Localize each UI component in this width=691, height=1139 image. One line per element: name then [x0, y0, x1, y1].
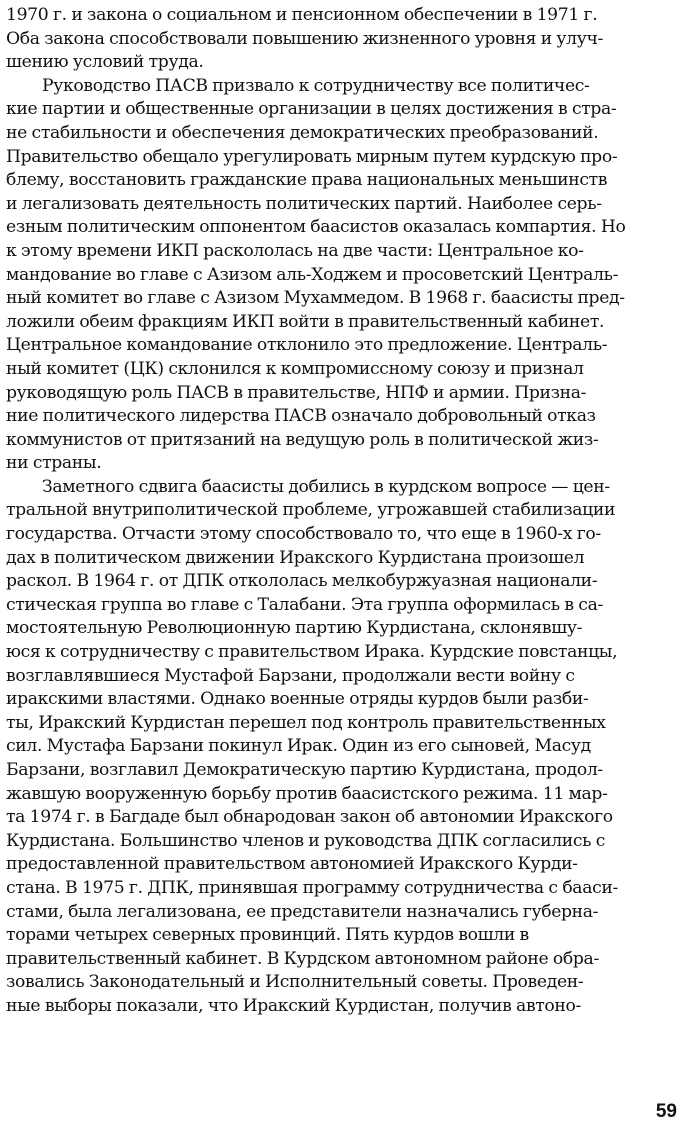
text-line: тральной внутриполитической проблеме, угрожавшей стабилизации [6, 500, 616, 521]
text-line: ный комитет во главе с Азизом Мухаммедом. В 1968 г. баасисты пред- [6, 288, 625, 309]
text-line: возглавлявшиеся Мустафой Барзани, продолжали вести войну с [6, 665, 575, 686]
text-line: правительственный кабинет. В Курдском автономном районе обра- [6, 948, 599, 969]
text-line: езным политическим оппонентом баасистов оказалась компартия. Но [6, 217, 626, 238]
text-line: кие партии и общественные организации в целях достижения в стра- [6, 99, 617, 120]
text-line: коммунистов от притязаний на ведущую роль в политической жиз- [6, 429, 599, 450]
text-line: блему, восстановить гражданские права национальных меньшинств [6, 170, 608, 191]
text-line: и легализовать деятельность политических партий. Наиболее серь- [6, 193, 602, 214]
text-line: дах в политическом движении Иракского Курдистана произошел [6, 547, 585, 568]
text-line: Правительство обещало урегулировать мирным путем курдскую про- [6, 146, 618, 167]
text-line: ные выборы показали, что Иракский Курдистан, получив автоно- [6, 995, 581, 1016]
text-line: стами, была легализована, ее представители назначались губерна- [6, 901, 599, 922]
text-line: 1970 г. и закона о социальном и пенсионном обеспечении в 1971 г. [6, 5, 598, 25]
text-line: жавшую вооруженную борьбу против баасистского режима. 11 мар- [6, 783, 608, 804]
body-text [6, 4, 682, 1019]
text-line: государства. Отчасти этому способствовало то, что еще в 1960-х го- [6, 524, 601, 545]
text-line: ложили обеим фракциям ИКП войти в правительственный кабинет. [6, 311, 605, 332]
text-line: мандование во главе с Азизом аль-Ходжем и просоветский Централь- [6, 264, 619, 285]
paragraph-start-line: Руководство ПАСВ призвало к сотрудничеству все политичес- [42, 75, 590, 96]
text-line: та 1974 г. в Багдаде был обнародован закон об автономии Иракского [6, 807, 613, 828]
text-line: иракскими властями. Однако военные отряды курдов были разби- [6, 689, 589, 710]
text-line: ты, Иракский Курдистан перешел под контроль правительственных [6, 712, 606, 733]
text-line: сил. Мустафа Барзани покинул Ирак. Один из его сыновей, Масуд [6, 736, 591, 757]
text-line: Барзани, возглавил Демократическую партию Курдистана, продол- [6, 760, 603, 780]
page-number: 59 [655, 1101, 677, 1122]
text-line: зовались Законодательный и Исполнительный советы. Проведен- [6, 972, 584, 993]
text-line: ный комитет (ЦК) склонился к компромиссному союзу и признал [6, 358, 584, 379]
text-line: руководящую роль ПАСВ в правительстве, НПФ и армии. Призна- [6, 382, 587, 403]
text-line: юся к сотрудничеству с правительством Ирака. Курдские повстанцы, [6, 642, 618, 663]
text-line: мостоятельную Революционную партию Курдистана, склонявшу- [6, 618, 583, 639]
text-line: стана. В 1975 г. ДПК, принявшая программу сотрудничества с бааси- [6, 877, 618, 898]
text-line: Центральное командование отклонило это предложение. Централь- [6, 335, 608, 356]
paragraph-start-line: Заметного сдвига баасисты добились в курдском вопросе — цен- [42, 476, 610, 497]
text-line: к этому времени ИКП раскололась на две части: Центральное ко- [6, 240, 584, 261]
text-line: Курдистана. Большинство членов и руководства ДПК согласились с [6, 830, 606, 851]
text-line: не стабильности и обеспечения демократических преобразований. [6, 122, 599, 143]
text-line: Оба закона способствовали повышению жизненного уровня и улуч- [6, 28, 603, 49]
text-line: стическая группа во главе с Талабани. Эта группа оформилась в са- [6, 594, 603, 615]
text-line: предоставленной правительством автономией Иракского Курди- [6, 854, 578, 875]
text-line: ние политического лидерства ПАСВ означало добровольный отказ [6, 406, 596, 427]
text-line: ни страны. [6, 453, 102, 474]
text-line: торами четырех северных провинций. Пять курдов вошли в [6, 925, 529, 946]
text-line: шению условий труда. [6, 52, 204, 73]
text-line: раскол. В 1964 г. от ДПК откололась мелкобуржуазная национали- [6, 571, 598, 592]
